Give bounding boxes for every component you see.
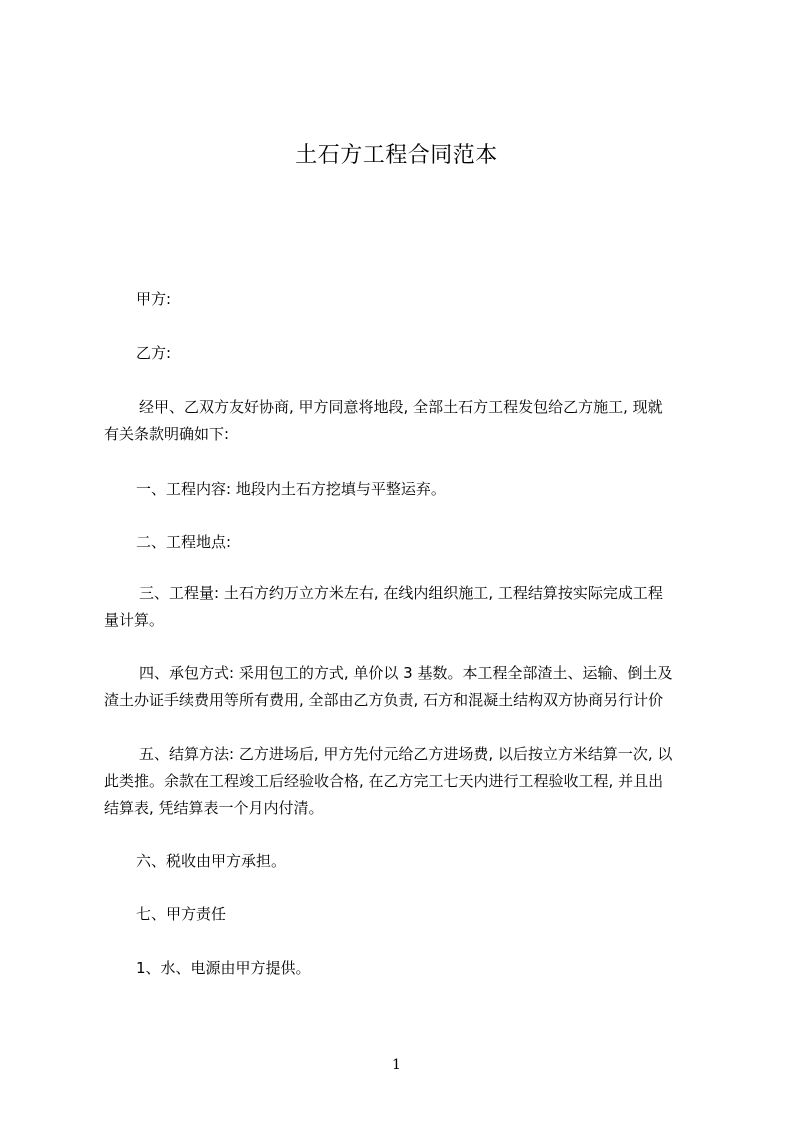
clause-3-paragraph xyxy=(104,580,704,634)
paragraph-line: 一、工程内容: 地段内土石方挖填与平整运弃。 xyxy=(136,480,446,498)
paragraph-line: 1、水、电源由甲方提供。 xyxy=(136,959,311,977)
paragraph-line: 乙方: xyxy=(136,344,172,362)
paragraph-line: 结算表, 凭结算表一个月内付清。 xyxy=(104,799,324,817)
paragraph-line: 量计算。 xyxy=(104,611,165,629)
paragraph-line: 渣土办证手续费用等所有费用, 全部由乙方负责, 石方和混凝土结构双方协商另行计价 xyxy=(104,691,664,709)
clause-5-paragraph xyxy=(104,741,704,822)
paragraph-line: 五、结算方法: 乙方进场后, 甲方先付元给乙方进场费, 以后按立方米结算一次, 以 xyxy=(139,745,673,763)
clause-4-paragraph xyxy=(104,660,704,714)
clause-6-paragraph xyxy=(104,848,704,875)
page-number: 1 xyxy=(392,1057,401,1073)
clause-7-item-1 xyxy=(104,955,704,982)
paragraph-line: 六、税收由甲方承担。 xyxy=(136,852,287,870)
document-title: 土石方工程合同范本 xyxy=(295,143,498,168)
clause-1-paragraph xyxy=(104,476,704,503)
paragraph-line: 经甲、乙双方友好协商, 甲方同意将地段, 全部土石方工程发包给乙方施工, 现就 xyxy=(139,398,663,416)
paragraph-line: 四、承包方式: 采用包工的方式, 单价以 3 基数。本工程全部渣土、运输、倒土及 xyxy=(139,664,673,682)
paragraph-line: 七、甲方责任 xyxy=(136,905,227,923)
party-b-paragraph xyxy=(104,340,704,367)
paragraph-line: 有关条款明确如下: xyxy=(104,425,230,443)
clause-2-paragraph xyxy=(104,529,704,556)
paragraph-line: 二、工程地点: xyxy=(136,533,232,551)
clause-7-heading xyxy=(104,901,704,928)
preamble-paragraph xyxy=(104,394,704,448)
paragraph-line: 此类推。余款在工程竣工后经验收合格, 在乙方完工七天内进行工程验收工程, 并且出 xyxy=(104,772,664,790)
paragraph-line: 甲方: xyxy=(136,290,172,308)
paragraph-line: 三、工程量: 土石方约万立方米左右, 在线内组织施工, 工程结算按实际完成工程 xyxy=(139,584,663,602)
party-a-paragraph xyxy=(104,286,704,313)
